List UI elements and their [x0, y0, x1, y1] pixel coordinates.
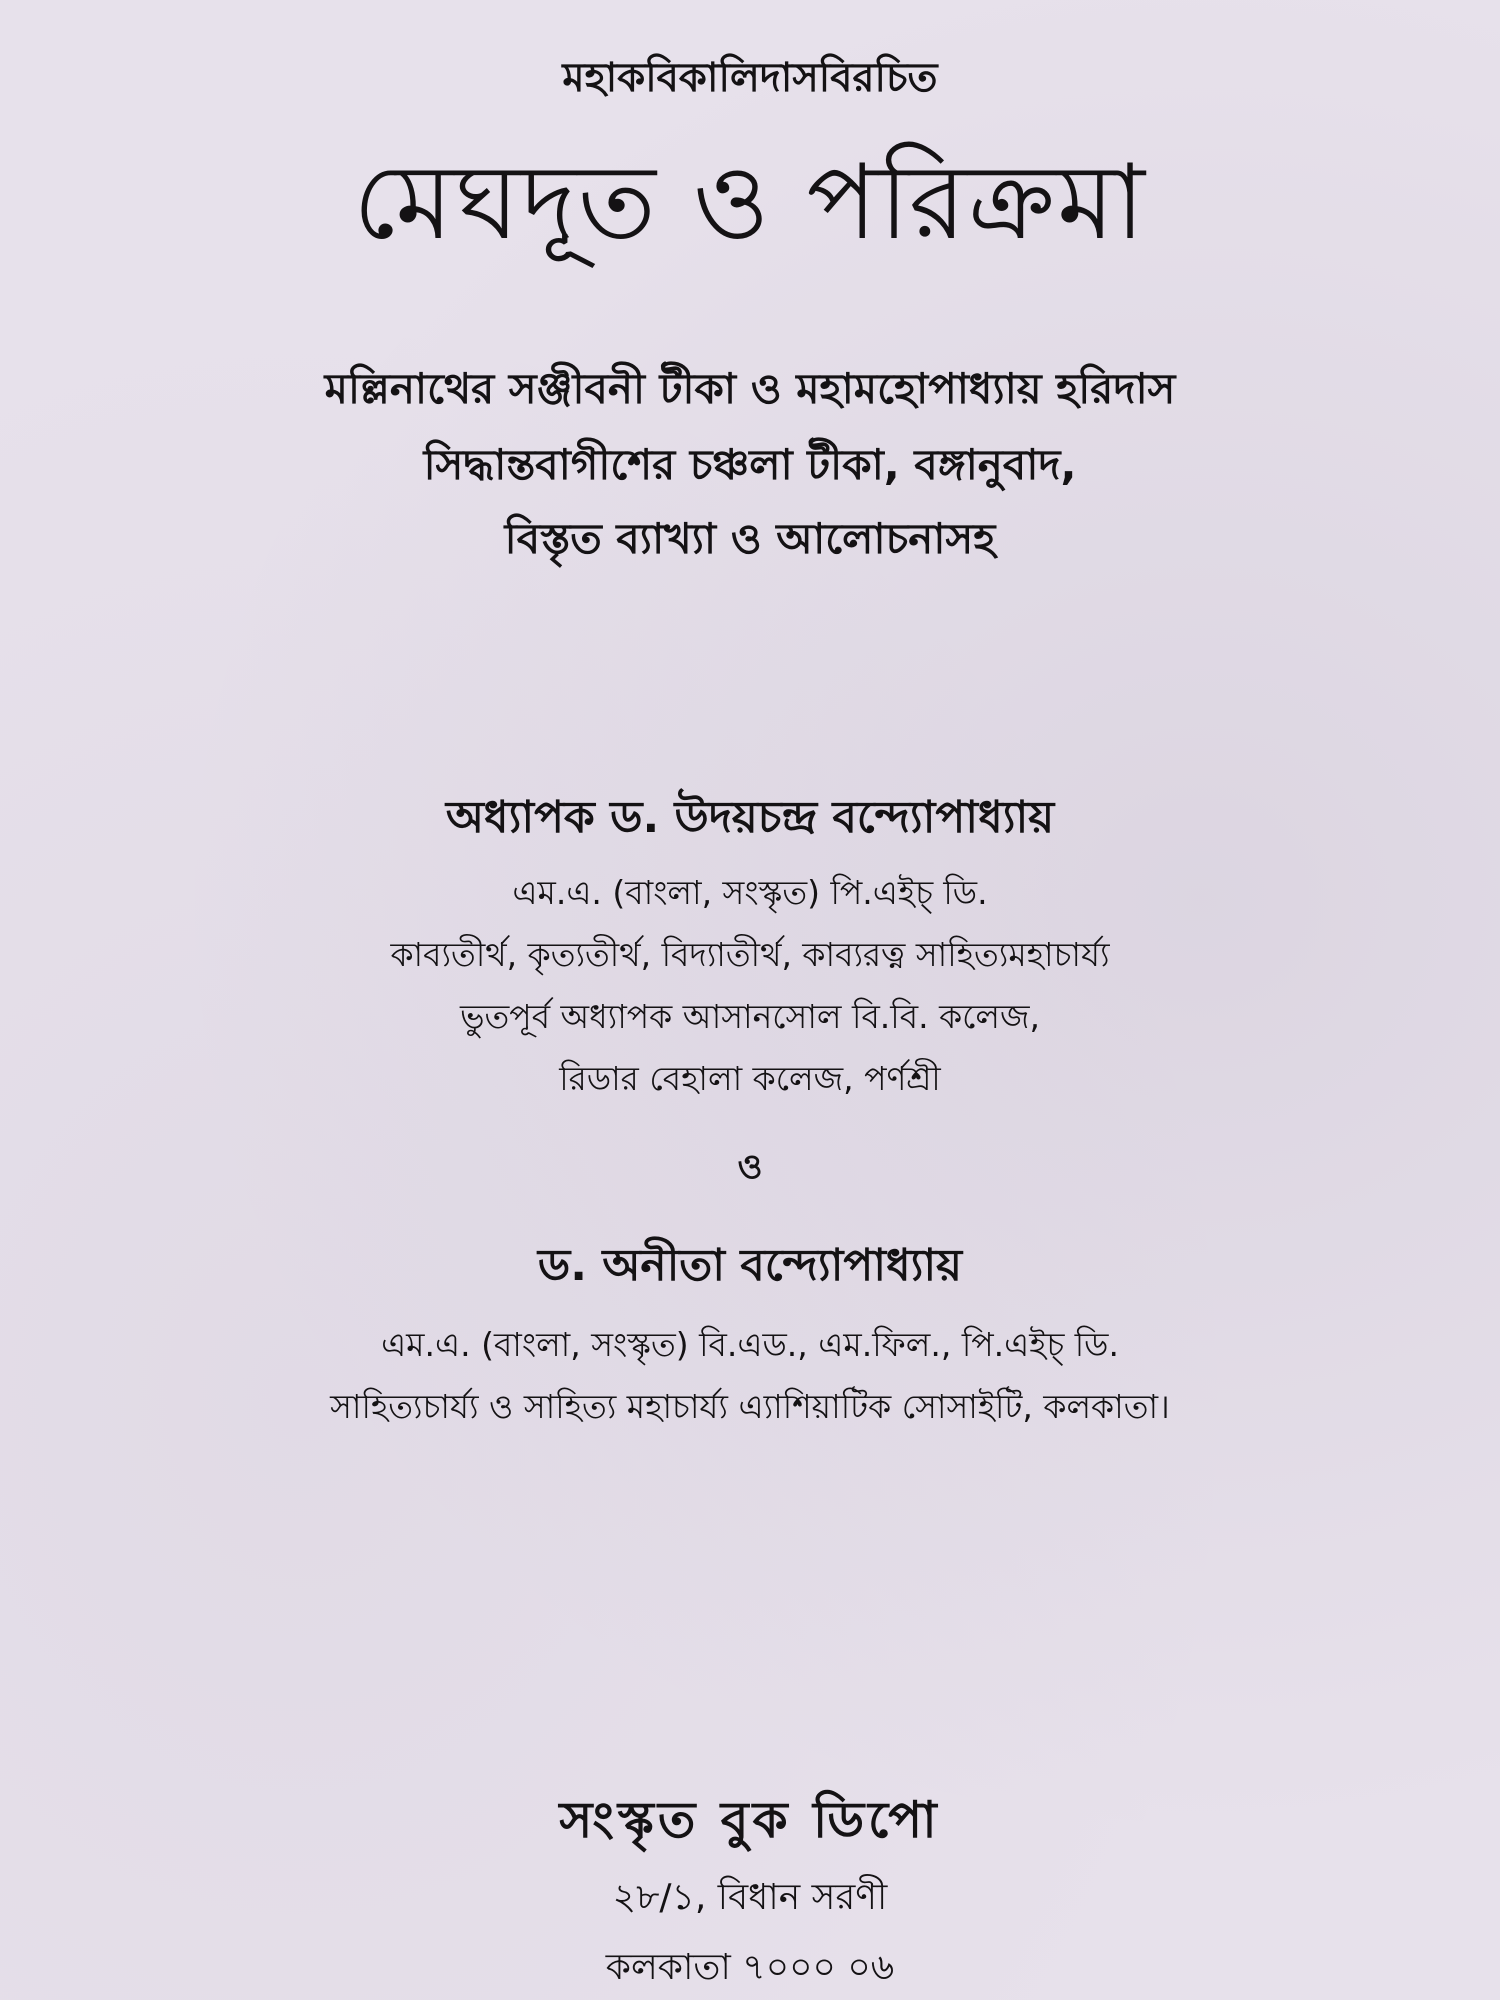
- editor-2-credential: এম.এ. (বাংলা, সংস্কৃত) বি.এড., এম.ফিল., পি.এইচ্ ডি.: [381, 1325, 1119, 1364]
- editor-1-credential: কাব্যতীর্থ, কৃত্যতীর্থ, বিদ্যাতীর্থ, কাব্যরত্ন সাহিত্যমহাচার্য্য: [390, 935, 1110, 974]
- publisher-address-line-1: ২৮/১, বিধান সরণী: [612, 1877, 888, 1918]
- editor-1-credential: রিডার বেহালা কলেজ, পর্ণশ্রী: [559, 1059, 941, 1098]
- publisher-address-line-2: কলকাতা ৭০০০ ০৬: [605, 1947, 895, 1988]
- book-title: মেঘদূত ও পরিক্রমা: [353, 141, 1147, 263]
- description-line-3: বিস্তৃত ব্যাখ্যা ও আলোচনাসহ: [504, 514, 996, 563]
- description-line-2: সিদ্ধান্তবাগীশের চঞ্চলা টীকা, বঙ্গানুবাদ,: [423, 440, 1077, 489]
- author-attribution: মহাকবিকালিদাসবিরচিত: [562, 55, 938, 101]
- editor-2-credential: সাহিত্যচার্য্য ও সাহিত্য মহাচার্য্য এ্যাশিয়াটিক সোসাইটি, কলকাতা।: [330, 1387, 1170, 1426]
- editor-1-credential: এম.এ. (বাংলা, সংস্কৃত) পি.এইচ্ ডি.: [512, 873, 988, 912]
- description-line-1: মল্লিনাথের সঞ্জীবনী টীকা ও মহামহোপাধ্যায় হরিদাস: [324, 364, 1176, 413]
- editor-2-name: ড. অনীতা বন্দ্যোপাধ্যায়: [537, 1240, 963, 1291]
- editor-1-credential: ভুতপূর্ব অধ্যাপক আসানসোল বি.বি. কলেজ,: [459, 997, 1041, 1036]
- editor-1-name: অধ্যাপক ড. উদয়চন্দ্র বন্দ্যোপাধ্যায়: [445, 792, 1055, 843]
- publisher-name: সংস্কৃত বুক ডিপো: [559, 1791, 941, 1849]
- conjunction: ও: [737, 1147, 763, 1187]
